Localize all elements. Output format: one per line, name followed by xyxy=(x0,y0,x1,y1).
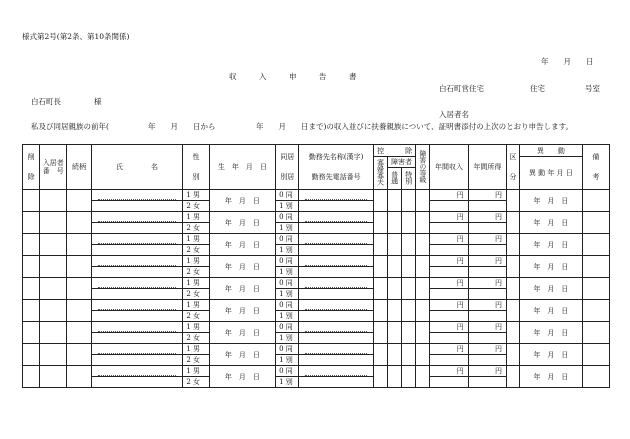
disability-grade-cell[interactable] xyxy=(416,344,430,366)
annual-income-lower-cell[interactable] xyxy=(430,289,468,300)
disabled-special-cell[interactable] xyxy=(402,234,416,256)
employer-phone-cell[interactable] xyxy=(299,267,374,278)
employer-name-cell[interactable] xyxy=(299,300,374,311)
birth-date-cell[interactable]: 年 月 日 xyxy=(209,278,276,300)
name-reading-cell[interactable] xyxy=(91,256,183,267)
cohabit-option-separate: 1 別 xyxy=(276,223,299,234)
birth-date-cell[interactable]: 年 月 日 xyxy=(209,344,276,366)
widow-cell[interactable] xyxy=(373,212,387,234)
relation-cell[interactable] xyxy=(67,278,91,300)
category-cell[interactable] xyxy=(507,300,520,322)
birth-date-cell[interactable]: 年 月 日 xyxy=(209,190,276,212)
name-cell[interactable] xyxy=(91,289,183,300)
widow-cell[interactable] xyxy=(373,344,387,366)
widow-cell[interactable] xyxy=(373,278,387,300)
sex-option-male: 1 男 xyxy=(183,300,209,311)
category-cell[interactable] xyxy=(507,366,520,388)
category-cell[interactable] xyxy=(507,256,520,278)
employer-name-cell[interactable] xyxy=(299,322,374,333)
annual-earnings-lower-cell[interactable] xyxy=(468,201,506,212)
disability-grade-cell[interactable] xyxy=(416,300,430,322)
disabled-special-cell[interactable] xyxy=(402,278,416,300)
resident-no-cell[interactable] xyxy=(40,322,67,344)
employer-name-cell[interactable] xyxy=(299,344,374,355)
header-sex-bottom: 別 xyxy=(192,173,200,181)
cohabit-option-separate: 1 別 xyxy=(276,267,299,278)
disabled-normal-cell[interactable] xyxy=(388,344,402,366)
annual-income-cell[interactable]: 円 xyxy=(430,366,468,377)
widow-cell[interactable] xyxy=(373,190,387,212)
header-change: 異 動 xyxy=(520,145,583,157)
name-reading-cell[interactable] xyxy=(91,278,183,289)
income-declaration-table xyxy=(22,144,610,388)
sex-option-male: 1 男 xyxy=(183,344,209,355)
disabled-special-cell[interactable] xyxy=(402,344,416,366)
statement-part-2: 年 月 日から xyxy=(148,122,216,131)
annual-income-lower-cell[interactable] xyxy=(430,223,468,234)
name-cell[interactable] xyxy=(91,377,183,388)
employer-name-line xyxy=(305,300,367,310)
category-cell[interactable] xyxy=(507,278,520,300)
cohabit-option-separate: 1 別 xyxy=(276,245,299,256)
header-change-date: 異 動 年 月 日 xyxy=(520,157,583,190)
employer-phone-cell[interactable] xyxy=(299,245,374,256)
submission-date: 年 月 日 xyxy=(541,57,594,66)
annual-earnings-lower-cell[interactable] xyxy=(468,267,506,278)
annual-income-lower-cell[interactable] xyxy=(430,201,468,212)
remarks-cell[interactable] xyxy=(582,234,609,256)
header-disability-grade-text: 障害の等級 xyxy=(418,149,427,183)
name-reading-cell[interactable] xyxy=(91,344,183,355)
relation-cell[interactable] xyxy=(67,344,91,366)
name-reading-line xyxy=(98,278,177,288)
annual-earnings-lower-cell[interactable] xyxy=(468,377,506,388)
employer-phone-cell[interactable] xyxy=(299,311,374,322)
remarks-cell[interactable] xyxy=(582,278,609,300)
cohabit-option-separate: 1 別 xyxy=(276,333,299,344)
header-cohabit-top: 同居 xyxy=(280,153,295,161)
resident-no-cell[interactable] xyxy=(40,344,67,366)
name-reading-cell[interactable] xyxy=(91,322,183,333)
disabled-special-cell[interactable] xyxy=(402,300,416,322)
header-relation: 続柄 xyxy=(67,145,91,190)
header-employer-bottom: 勤務先電話番号 xyxy=(311,173,361,181)
relation-cell[interactable] xyxy=(67,234,91,256)
table-row xyxy=(23,344,610,355)
relation-cell[interactable] xyxy=(67,322,91,344)
header-delete-bottom: 除 xyxy=(27,173,35,181)
annual-earnings-cell[interactable]: 円 xyxy=(468,256,506,267)
birth-date-cell[interactable]: 年 月 日 xyxy=(209,212,276,234)
disabled-normal-cell[interactable] xyxy=(388,190,402,212)
sex-option-male: 1 男 xyxy=(183,190,209,201)
header-category-bottom: 分 xyxy=(509,173,517,181)
sex-option-male: 1 男 xyxy=(183,212,209,223)
header-remarks-bottom: 考 xyxy=(592,173,600,181)
employer-name-line xyxy=(305,344,367,354)
birth-date-cell[interactable]: 年 月 日 xyxy=(209,256,276,278)
annual-earnings-cell[interactable]: 円 xyxy=(468,366,506,377)
annual-earnings-lower-cell[interactable] xyxy=(468,311,506,322)
name-cell[interactable] xyxy=(91,223,183,234)
sex-option-male: 1 男 xyxy=(183,322,209,333)
name-reading-line xyxy=(98,344,177,354)
name-cell[interactable] xyxy=(91,355,183,366)
employer-name-cell[interactable] xyxy=(299,366,374,377)
cohabit-option-together: 0 同 xyxy=(276,278,299,289)
table-row xyxy=(23,256,610,267)
sex-option-female: 2 女 xyxy=(183,223,209,234)
category-cell[interactable] xyxy=(507,212,520,234)
cohabit-option-together: 0 同 xyxy=(276,234,299,245)
sex-option-female: 2 女 xyxy=(183,311,209,322)
table-row xyxy=(23,190,610,201)
cohabit-option-separate: 1 別 xyxy=(276,377,299,388)
sex-option-female: 2 女 xyxy=(183,355,209,366)
table-row xyxy=(23,212,610,223)
annual-earnings-cell[interactable]: 円 xyxy=(468,300,506,311)
table-row xyxy=(23,322,610,333)
annual-income-cell[interactable]: 円 xyxy=(430,322,468,333)
disabled-normal-cell[interactable] xyxy=(388,278,402,300)
cohabit-option-together: 0 同 xyxy=(276,256,299,267)
name-cell[interactable] xyxy=(91,267,183,278)
annual-income-cell[interactable]: 円 xyxy=(430,300,468,311)
employer-phone-cell[interactable] xyxy=(299,289,374,300)
disabled-normal-cell[interactable] xyxy=(388,256,402,278)
annual-income-cell[interactable]: 円 xyxy=(430,190,468,201)
delete-cell[interactable] xyxy=(23,212,40,234)
annual-earnings-cell[interactable]: 円 xyxy=(468,212,506,223)
employer-name-line xyxy=(305,366,367,376)
header-cohabit xyxy=(276,145,299,190)
disabled-special-cell[interactable] xyxy=(402,366,416,388)
employer-name-line xyxy=(305,278,367,288)
disabled-normal-cell[interactable] xyxy=(388,322,402,344)
employer-name-line xyxy=(305,256,367,266)
resident-no-cell[interactable] xyxy=(40,278,67,300)
category-cell[interactable] xyxy=(507,190,520,212)
disability-grade-cell[interactable] xyxy=(416,190,430,212)
page-title: 収 入 申 告 書 xyxy=(229,72,357,81)
header-sex xyxy=(183,145,209,190)
name-cell[interactable] xyxy=(91,311,183,322)
name-cell[interactable] xyxy=(91,245,183,256)
change-date-cell[interactable]: 年 月 日 xyxy=(520,256,583,278)
annual-earnings-lower-cell[interactable] xyxy=(468,355,506,366)
annual-earnings-cell[interactable]: 円 xyxy=(468,190,506,201)
change-date-cell[interactable]: 年 月 日 xyxy=(520,190,583,212)
remarks-cell[interactable] xyxy=(582,322,609,344)
header-resident-no xyxy=(40,145,67,190)
sex-option-female: 2 女 xyxy=(183,201,209,212)
addressee: 白石町長 xyxy=(31,97,61,106)
relation-cell[interactable] xyxy=(67,256,91,278)
table-row xyxy=(23,366,610,377)
annual-income-lower-cell[interactable] xyxy=(430,245,468,256)
change-date-cell[interactable]: 年 月 日 xyxy=(520,212,583,234)
delete-cell[interactable] xyxy=(23,300,40,322)
name-cell[interactable] xyxy=(91,201,183,212)
header-widow xyxy=(373,157,387,190)
header-deduction: 控 除 xyxy=(373,145,415,157)
name-reading-cell[interactable] xyxy=(91,190,183,201)
annual-earnings-lower-cell[interactable] xyxy=(468,245,506,256)
name-reading-line xyxy=(98,190,177,200)
name-reading-line xyxy=(98,256,177,266)
name-reading-cell[interactable] xyxy=(91,234,183,245)
employer-phone-cell[interactable] xyxy=(299,377,374,388)
sex-option-female: 2 女 xyxy=(183,245,209,256)
sex-option-male: 1 男 xyxy=(183,256,209,267)
annual-income-cell[interactable]: 円 xyxy=(430,344,468,355)
remarks-cell[interactable] xyxy=(582,190,609,212)
table-row xyxy=(23,300,610,311)
resident-no-cell[interactable] xyxy=(40,256,67,278)
header-name: 氏 名 xyxy=(91,145,183,190)
employer-name-cell[interactable] xyxy=(299,256,374,267)
change-date-cell[interactable]: 年 月 日 xyxy=(520,300,583,322)
employer-name-cell[interactable] xyxy=(299,190,374,201)
employer-phone-cell[interactable] xyxy=(299,223,374,234)
category-cell[interactable] xyxy=(507,322,520,344)
annual-income-lower-cell[interactable] xyxy=(430,333,468,344)
employer-name-line xyxy=(305,190,367,200)
employer-name-cell[interactable] xyxy=(299,278,374,289)
resident-no-cell[interactable] xyxy=(40,234,67,256)
annual-income-lower-cell[interactable] xyxy=(430,267,468,278)
birth-date-cell[interactable]: 年 月 日 xyxy=(209,300,276,322)
name-reading-cell[interactable] xyxy=(91,212,183,223)
cohabit-option-separate: 1 別 xyxy=(276,289,299,300)
header-normal-text: 普通 xyxy=(390,171,399,184)
employer-phone-cell[interactable] xyxy=(299,201,374,212)
remarks-cell[interactable] xyxy=(582,300,609,322)
header-annual-earnings: 年間所得 xyxy=(468,145,506,190)
widow-cell[interactable] xyxy=(373,366,387,388)
header-remarks-top: 備 xyxy=(592,153,600,161)
header-category xyxy=(507,145,520,190)
header-delete xyxy=(23,145,40,190)
sex-option-female: 2 女 xyxy=(183,377,209,388)
disability-grade-cell[interactable] xyxy=(416,256,430,278)
name-reading-line xyxy=(98,322,177,332)
sex-option-male: 1 男 xyxy=(183,366,209,377)
remarks-cell[interactable] xyxy=(582,256,609,278)
header-remarks xyxy=(582,145,609,190)
widow-cell[interactable] xyxy=(373,256,387,278)
header-annual-income: 年間収入 xyxy=(430,145,468,190)
header-birth: 生 年 月 日 xyxy=(209,145,276,190)
employer-name-cell[interactable] xyxy=(299,212,374,223)
annual-earnings-cell[interactable]: 円 xyxy=(468,322,506,333)
cohabit-option-together: 0 同 xyxy=(276,344,299,355)
header-resident-no-bottom: 番 号 xyxy=(42,167,64,175)
disabled-normal-cell[interactable] xyxy=(388,212,402,234)
disabled-special-cell[interactable] xyxy=(402,190,416,212)
statement-part-1: 私及び同居親族の前年( xyxy=(31,122,109,131)
annual-income-lower-cell[interactable] xyxy=(430,355,468,366)
relation-cell[interactable] xyxy=(67,300,91,322)
annual-income-cell[interactable]: 円 xyxy=(430,212,468,223)
remarks-cell[interactable] xyxy=(582,366,609,388)
header-sex-top: 性 xyxy=(192,153,200,161)
applicant-name-label: 入居者名 xyxy=(439,110,469,119)
annual-income-cell[interactable]: 円 xyxy=(430,256,468,267)
header-employer-top: 勤務先名称(漢字) xyxy=(308,153,364,161)
cohabit-option-together: 0 同 xyxy=(276,212,299,223)
annual-earnings-cell[interactable]: 円 xyxy=(468,278,506,289)
delete-cell[interactable] xyxy=(23,322,40,344)
disabled-special-cell[interactable] xyxy=(402,256,416,278)
annual-earnings-lower-cell[interactable] xyxy=(468,289,506,300)
cohabit-option-separate: 1 別 xyxy=(276,355,299,366)
disability-grade-cell[interactable] xyxy=(416,212,430,234)
delete-cell[interactable] xyxy=(23,344,40,366)
remarks-cell[interactable] xyxy=(582,212,609,234)
delete-cell[interactable] xyxy=(23,234,40,256)
delete-cell[interactable] xyxy=(23,256,40,278)
birth-date-cell[interactable]: 年 月 日 xyxy=(209,322,276,344)
relation-cell[interactable] xyxy=(67,190,91,212)
housing-name: 白石町営住宅 xyxy=(439,84,484,93)
delete-cell[interactable] xyxy=(23,190,40,212)
header-widow-text: 寡婦寡夫 xyxy=(376,159,385,185)
category-cell[interactable] xyxy=(507,344,520,366)
widow-cell[interactable] xyxy=(373,322,387,344)
form-number: 様式第2号(第2条、第10条関係) xyxy=(22,32,130,41)
disabled-special-cell[interactable] xyxy=(402,212,416,234)
cohabit-option-separate: 1 別 xyxy=(276,201,299,212)
name-reading-line xyxy=(98,366,177,376)
employer-phone-cell[interactable] xyxy=(299,355,374,366)
header-special xyxy=(402,168,416,190)
change-date-cell[interactable]: 年 月 日 xyxy=(520,322,583,344)
resident-no-cell[interactable] xyxy=(40,300,67,322)
disability-grade-cell[interactable] xyxy=(416,322,430,344)
cohabit-option-together: 0 同 xyxy=(276,190,299,201)
widow-cell[interactable] xyxy=(373,300,387,322)
sex-option-male: 1 男 xyxy=(183,278,209,289)
employer-name-line xyxy=(305,212,367,222)
change-date-cell[interactable]: 年 月 日 xyxy=(520,344,583,366)
annual-income-lower-cell[interactable] xyxy=(430,377,468,388)
header-category-top: 区 xyxy=(509,153,517,161)
birth-date-cell[interactable]: 年 月 日 xyxy=(209,234,276,256)
name-reading-line xyxy=(98,212,177,222)
change-date-cell[interactable]: 年 月 日 xyxy=(520,366,583,388)
change-date-cell[interactable]: 年 月 日 xyxy=(520,234,583,256)
disabled-special-cell[interactable] xyxy=(402,322,416,344)
annual-income-lower-cell[interactable] xyxy=(430,311,468,322)
cohabit-option-together: 0 同 xyxy=(276,300,299,311)
disability-grade-cell[interactable] xyxy=(416,366,430,388)
employer-name-cell[interactable] xyxy=(299,234,374,245)
honorific: 様 xyxy=(94,97,102,106)
sex-option-male: 1 男 xyxy=(183,234,209,245)
disabled-normal-cell[interactable] xyxy=(388,300,402,322)
annual-earnings-lower-cell[interactable] xyxy=(468,333,506,344)
header-row-1 xyxy=(23,145,610,157)
name-reading-line xyxy=(98,234,177,244)
annual-earnings-lower-cell[interactable] xyxy=(468,223,506,234)
resident-no-cell[interactable] xyxy=(40,366,67,388)
housing-unit-label: 住宅 xyxy=(530,84,545,93)
header-special-text: 特別 xyxy=(404,171,413,184)
relation-cell[interactable] xyxy=(67,212,91,234)
remarks-cell[interactable] xyxy=(582,344,609,366)
employer-phone-cell[interactable] xyxy=(299,333,374,344)
name-cell[interactable] xyxy=(91,333,183,344)
widow-cell[interactable] xyxy=(373,234,387,256)
category-cell[interactable] xyxy=(507,234,520,256)
annual-income-cell[interactable]: 円 xyxy=(430,234,468,245)
relation-cell[interactable] xyxy=(67,366,91,388)
header-employer xyxy=(299,145,374,190)
name-reading-cell[interactable] xyxy=(91,300,183,311)
table-row xyxy=(23,278,610,289)
cohabit-option-together: 0 同 xyxy=(276,322,299,333)
header-cohabit-bottom: 別居 xyxy=(280,173,295,181)
resident-no-cell[interactable] xyxy=(40,212,67,234)
disability-grade-cell[interactable] xyxy=(416,278,430,300)
sex-option-female: 2 女 xyxy=(183,333,209,344)
disability-grade-cell[interactable] xyxy=(416,234,430,256)
disabled-normal-cell[interactable] xyxy=(388,234,402,256)
annual-income-cell[interactable]: 円 xyxy=(430,278,468,289)
cohabit-option-together: 0 同 xyxy=(276,366,299,377)
statement-part-3: 年 月 日まで)の収入並びに扶養親族について、証明書添付の上次のとおり申告します。 xyxy=(256,122,574,131)
birth-date-cell[interactable]: 年 月 日 xyxy=(209,366,276,388)
employer-name-line xyxy=(305,234,367,244)
header-delete-top: 削 xyxy=(27,153,35,161)
header-normal xyxy=(388,168,402,190)
header-disabled: 障害者 xyxy=(388,157,416,168)
sex-option-female: 2 女 xyxy=(183,289,209,300)
table-row xyxy=(23,234,610,245)
change-date-cell[interactable]: 年 月 日 xyxy=(520,278,583,300)
name-reading-cell[interactable] xyxy=(91,366,183,377)
header-disability-grade xyxy=(416,145,430,190)
annual-earnings-cell[interactable]: 円 xyxy=(468,344,506,355)
delete-cell[interactable] xyxy=(23,278,40,300)
delete-cell[interactable] xyxy=(23,366,40,388)
name-reading-line xyxy=(98,300,177,310)
resident-no-cell[interactable] xyxy=(40,190,67,212)
cohabit-option-separate: 1 別 xyxy=(276,311,299,322)
employer-name-line xyxy=(305,322,367,332)
annual-earnings-cell[interactable]: 円 xyxy=(468,234,506,245)
room-number-label: 号室 xyxy=(585,84,600,93)
disabled-normal-cell[interactable] xyxy=(388,366,402,388)
sex-option-female: 2 女 xyxy=(183,267,209,278)
header-resident-no-top: 入居者 xyxy=(42,159,64,167)
